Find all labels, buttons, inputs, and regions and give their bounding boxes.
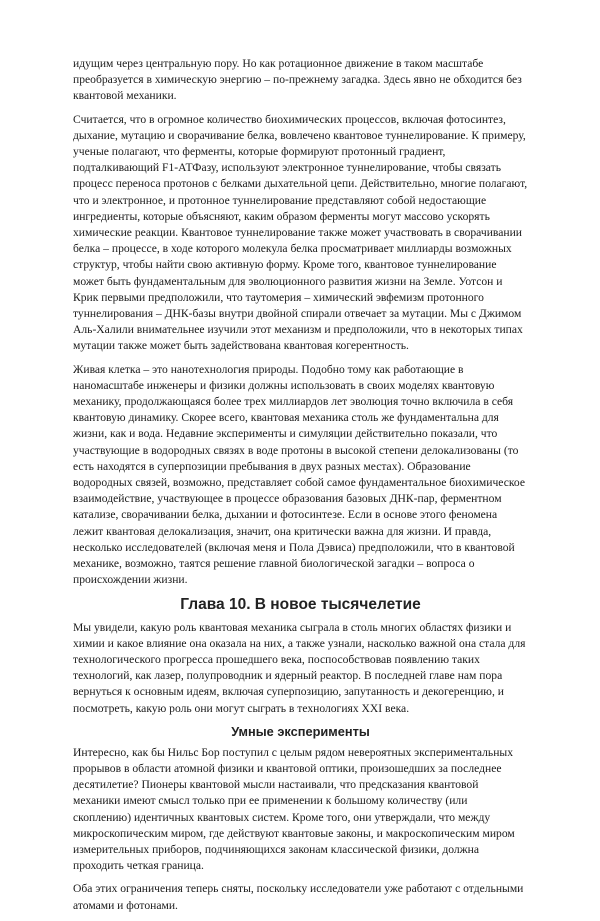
paragraph-chapter-intro: Мы увидели, какую роль квантовая механика сыграла в столь многих областях физики и химии и какое влияние она оказала на них, а также узнали, насколько важной она стала для технологического прогресса прошедшего века, поспособствовав появлению таких технологий, как лазер, полупроводник и ядерный реактор. В последней главе нам пора вернуться к основным идеям, включая суперпозицию, запутанность и декогеренцию, и посмотреть, какую роль они могут сыграть в технологиях XXI века. <box>73 620 526 715</box>
document-page <box>73 56 528 921</box>
paragraph-tunneling: Считается, что в огромное количество биохимических процессов, включая фотосинтез, дыхание, мутацию и сворачивание белка, вовлечено квантовое туннелирование. К примеру, ученые полагают, что ферменты, которые формируют протонный градиент, подталкивающий F1-АТФазу, используют электронное туннелирование, чтобы связать процесс переноса протонов с белками дыхательной цепи. Действительно, многие полагают, что и электронное, и протонное туннелирование представляют собой недостающие ингредиенты, которые объясняют, каким образом ферменты могут массово ускорять химические реакции. Квантовое туннелирование также может участвовать в сворачивании белка – процессе, в ходе которого молекула белка просматривает миллиарды возможных структур, чтобы найти свою активную форму. Кроме того, квантовое туннелирование может быть фундаментальным для эволюционного развития жизни на Земле. Уотсон и Крик первыми предположили, что таутомерия – химический эвфемизм протонного туннелирования – ДНК-базы внутри двойной спирали отвечает за мутации. Мы с Джимом Аль-Халили внимательнее изучили этот механизм и предположили, что в некоторых типах мутации также может быть задействована квантовая когерентность. <box>73 112 528 353</box>
chapter-title: Глава 10. В новое тысячелетие <box>180 595 421 613</box>
paragraph-bohr: Интересно, как бы Нильс Бор поступил с целым рядом невероятных экспериментальных прорывов в области атомной физики и квантовой оптики, произошедших за последнее десятилетие? Пионеры квантовой мысли настаивали, что предсказания квантовой механики имеют смысл только при ее применении к большому количеству (или скоплению) идентичных квантовых систем. Кроме того, они утверждали, что между микроскопическим миром, где действуют квантовые законы, и макроскопическим миром измерительных приборов, подчиняющихся законам классической физики, должна проходить четкая граница. <box>73 745 515 873</box>
paragraph-pore: идущим через центральную пору. Но как ротационное движение в таком масштабе преобразуется в химическую энергию – по-прежнему загадка. Здесь явно не обходится без квантовой механики. <box>73 57 522 103</box>
paragraph-restrictions: Оба этих ограничения теперь сняты, поскольку исследователи уже работают с отдельными атомами и фотонами. <box>73 882 524 912</box>
paragraph-living-cell: Живая клетка – это нанотехнология природы. Подобно тому как работающие в наномасштабе инженеры и физики должны использовать в своих моделях квантовую механику, продолжающаяся более трех миллиардов лет эволюция точно включила в себя квантовую динамику. Скорее всего, квантовая механика столь же фундаментальна для жизни, как и вода. Недавние эксперименты и симуляции действительно показали, что участвующие в водородных связях в воде протоны в высокой степени делокализованы (то есть находятся в суперпозиции пребывания в двух разных местах). Образование водородных связей, возможно, представляет собой самое фундаментальное биохимическое взаимодействие, участвующее в процессе образования базовых ДНК-пар, ферментном катализе, сворачивании белка, дыхании и фотосинтезе. Если в основе этого феномена лежит квантовая делокализация, значит, она критически важна для жизни. И правда, несколько исследователей (включая меня и Пола Дэвиса) предположили, что в квантовой механике, возможно, таятся решение главной биологической загадки – вопроса о происхождении жизни. <box>73 362 525 587</box>
section-title: Умные эксперименты <box>231 723 370 739</box>
